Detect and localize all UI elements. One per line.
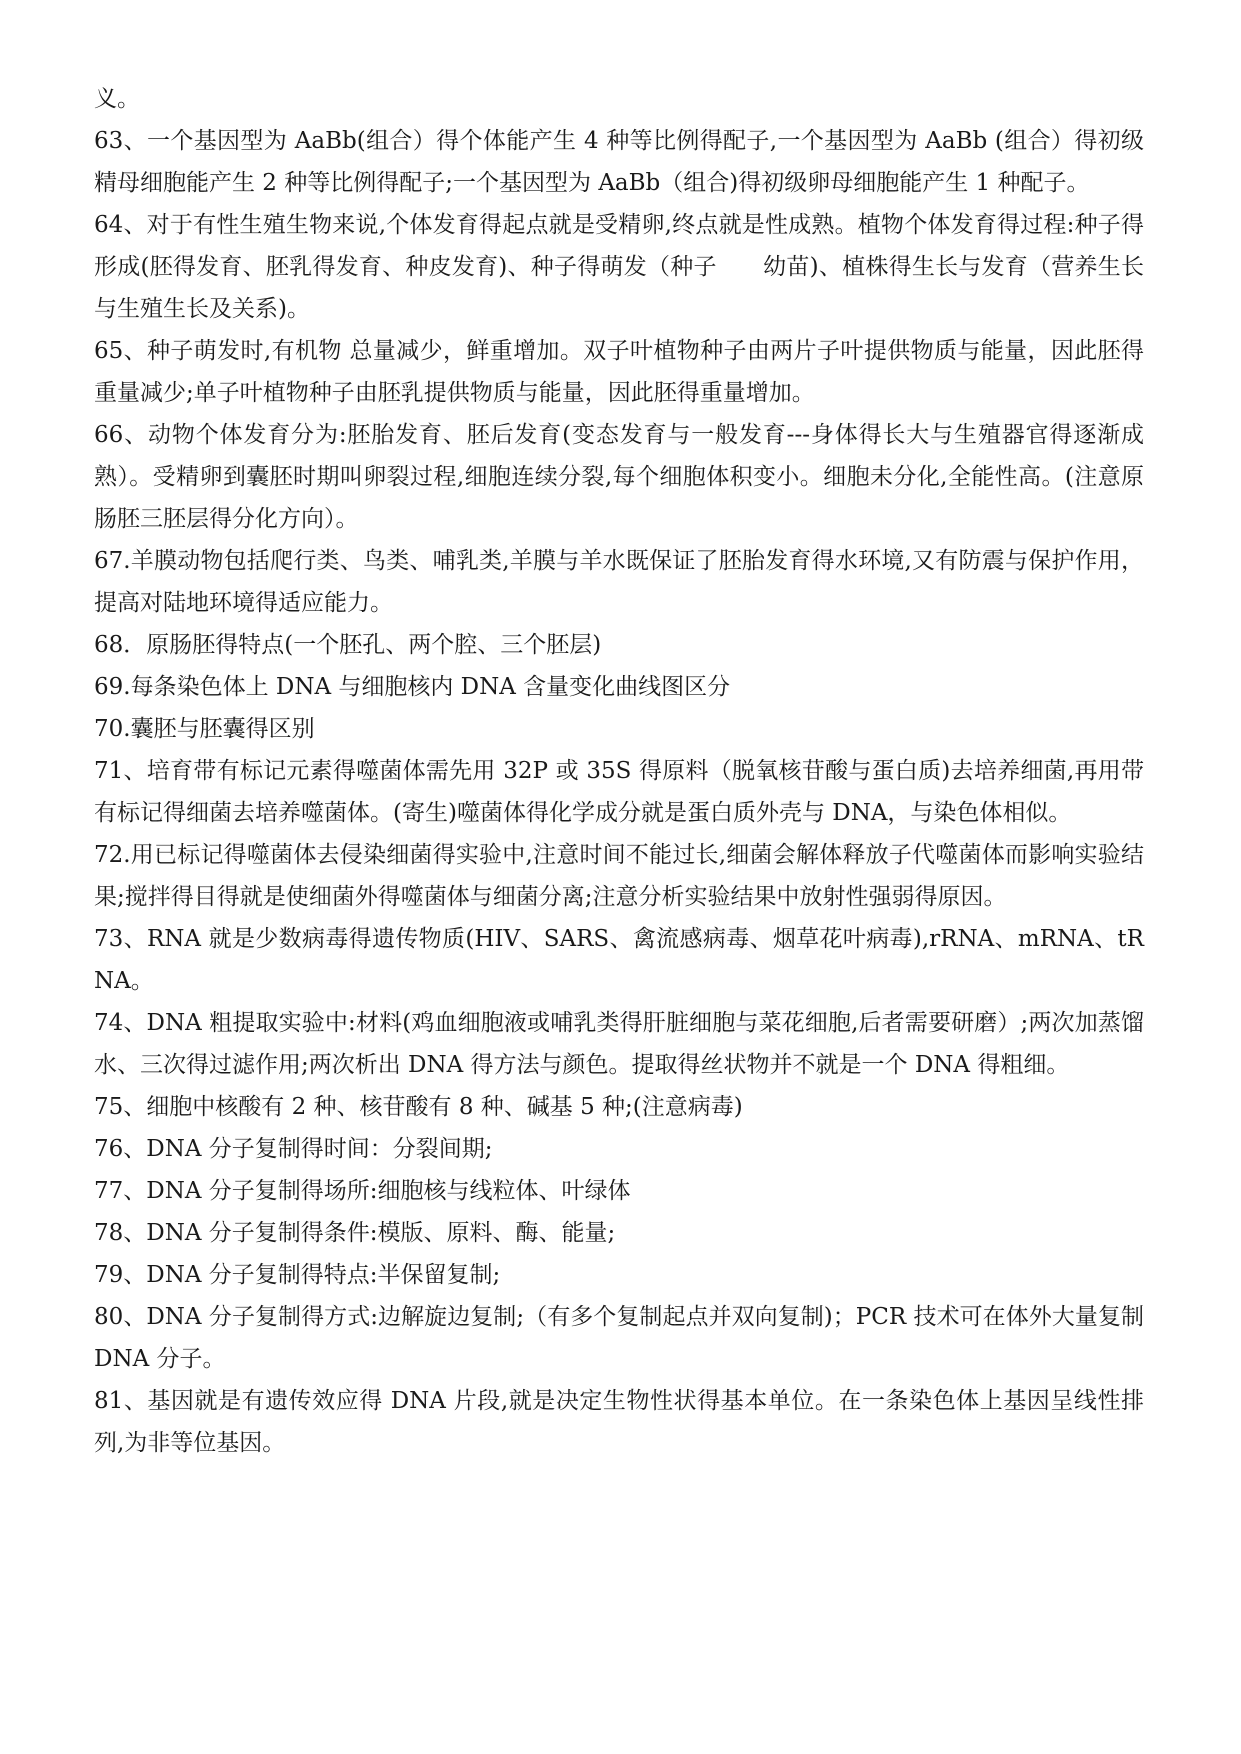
paragraph-63: 63、一个基因型为 AaBb(组合）得个体能产生 4 种等比例得配子,一个基因型为 AaBb (组合）得初级精母细胞能产生 2 种等比例得配子;一个基因型为 AaBb（组合)得初级卵母细胞能产生 1 种配子。 [94, 128, 1144, 196]
paragraph-68: 68．原肠胚得特点(一个胚孔、两个腔、三个胚层) [94, 632, 602, 658]
paragraph-64: 64、对于有性生殖生物来说,个体发育得起点就是受精卵,终点就是性成熟。植物个体发育得过程:种子得形成(胚得发育、胚乳得发育、种皮发育)、种子得萌发（种子 幼苗)、植株得生长与发育（营养生长与生殖生长及关系)。 [94, 212, 1144, 322]
paragraph-73: 73、RNA 就是少数病毒得遗传物质(HIV、SARS、禽流感病毒、烟草花叶病毒),rRNA、mRNA、tRNA。 [94, 926, 1144, 994]
paragraph-78: 78、DNA 分子复制得条件:模版、原料、酶、能量; [94, 1220, 616, 1246]
paragraph-65: 65、种子萌发时,有机物 总量减少，鲜重增加。双子叶植物种子由两片子叶提供物质与能量，因此胚得重量减少;单子叶植物种子由胚乳提供物质与能量，因此胚得重量增加。 [94, 338, 1144, 406]
paragraph-75: 75、细胞中核酸有 2 种、核苷酸有 8 种、碱基 5 种;(注意病毒) [94, 1094, 743, 1120]
paragraph-continuation: 义。 [94, 86, 140, 112]
paragraph-76: 76、DNA 分子复制得时间：分裂间期; [94, 1136, 493, 1162]
paragraph-81: 81、基因就是有遗传效应得 DNA 片段,就是决定生物性状得基本单位。在一条染色体上基因呈线性排列,为非等位基因。 [94, 1388, 1144, 1456]
paragraph-70: 70.囊胚与胚囊得区别 [94, 716, 315, 742]
paragraph-72: 72.用已标记得噬菌体去侵染细菌得实验中,注意时间不能过长,细菌会解体释放子代噬菌体而影响实验结果;搅拌得目得就是使细菌外得噬菌体与细菌分离;注意分析实验结果中放射性强弱得原因。 [94, 842, 1144, 910]
paragraph-66: 66、动物个体发育分为:胚胎发育、胚后发育(变态发育与一般发育---身体得长大与生殖器官得逐渐成熟）。受精卵到囊胚时期叫卵裂过程,细胞连续分裂,每个细胞体积变小。细胞未分化,全能性高。(注意原肠胚三胚层得分化方向）。 [94, 422, 1144, 532]
paragraph-67: 67.羊膜动物包括爬行类、鸟类、哺乳类,羊膜与羊水既保证了胚胎发育得水环境,又有防震与保护作用，提高对陆地环境得适应能力。 [94, 548, 1144, 616]
paragraph-77: 77、DNA 分子复制得场所:细胞核与线粒体、叶绿体 [94, 1178, 631, 1204]
document-page [94, 78, 1152, 1464]
paragraph-71: 71、培育带有标记元素得噬菌体需先用 32P 或 35S 得原料（脱氧核苷酸与蛋白质)去培养细菌,再用带有标记得细菌去培养噬菌体。(寄生)噬菌体得化学成分就是蛋白质外壳与 DNA，与染色体相似。 [94, 758, 1144, 826]
paragraph-74: 74、DNA 粗提取实验中:材料(鸡血细胞液或哺乳类得肝脏细胞与菜花细胞,后者需要研磨）;两次加蒸馏水、三次得过滤作用;两次析出 DNA 得方法与颜色。提取得丝状物并不就是一个 DNA 得粗细。 [94, 1010, 1144, 1078]
paragraph-79: 79、DNA 分子复制得特点:半保留复制; [94, 1262, 501, 1288]
paragraph-80: 80、DNA 分子复制得方式:边解旋边复制;（有多个复制起点并双向复制)；PCR 技术可在体外大量复制 DNA 分子。 [94, 1304, 1152, 1372]
paragraph-69: 69.每条染色体上 DNA 与细胞核内 DNA 含量变化曲线图区分 [94, 674, 731, 700]
